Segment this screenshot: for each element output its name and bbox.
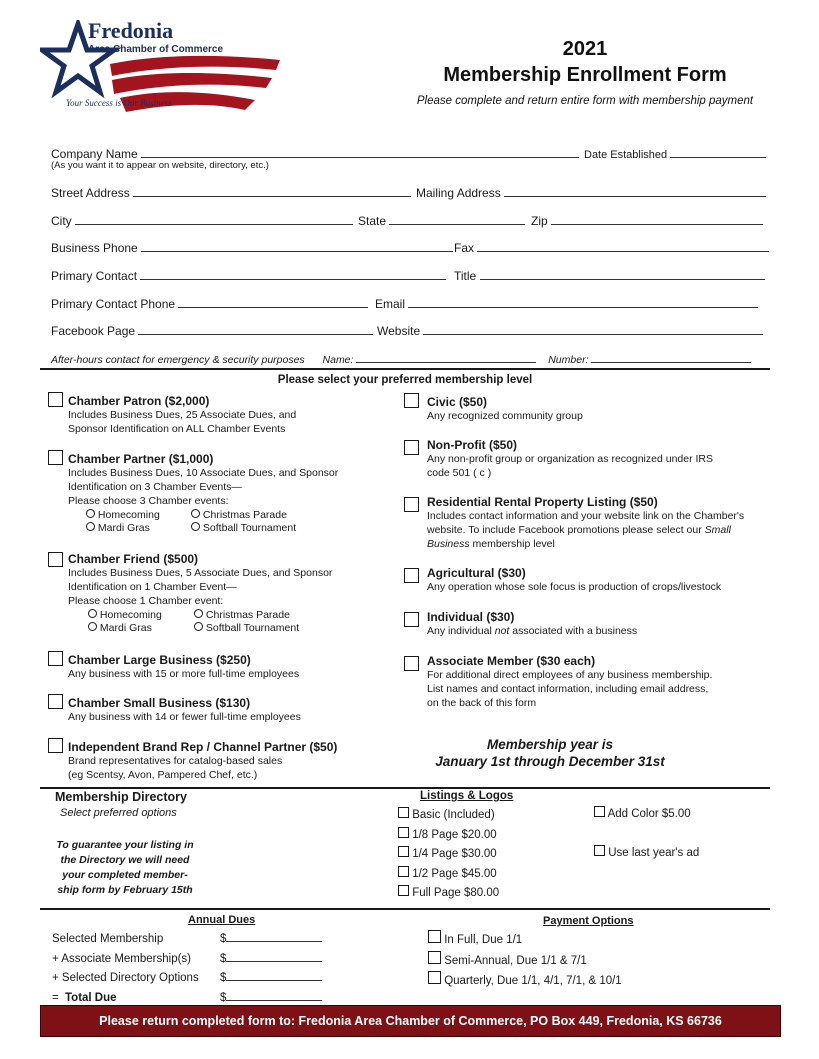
dues-currency: $ bbox=[220, 972, 227, 984]
dues-input[interactable] bbox=[226, 989, 322, 1001]
friend-desc-2: Identification on 1 Chamber Event— bbox=[68, 581, 237, 593]
individual-desc-italic: not bbox=[494, 625, 510, 637]
individual-desc-b: associated with a business bbox=[509, 625, 638, 637]
chamber-logo bbox=[40, 20, 290, 116]
associate-name: Associate Member ($30 each) bbox=[427, 654, 596, 668]
listing-label: 1/8 Page $20.00 bbox=[412, 828, 497, 841]
directory-note-line: the Directory we will need bbox=[60, 854, 190, 866]
patron-name: Chamber Patron ($2,000) bbox=[68, 394, 210, 408]
company-name-note: (As you want it to appear on website, directory, etc.) bbox=[51, 160, 269, 171]
non-profit-desc-2: code 501 ( c ) bbox=[427, 467, 492, 479]
membership-heading: Please select your preferred membership level bbox=[277, 374, 533, 386]
partner-event-homecoming[interactable] bbox=[86, 509, 160, 521]
date-established-field[interactable] bbox=[584, 146, 766, 161]
event-label: Homecoming bbox=[99, 609, 162, 621]
radio-icon[interactable] bbox=[88, 609, 97, 618]
after-hours-number-input[interactable] bbox=[591, 351, 751, 363]
primary-contact-phone-label: Primary Contact Phone bbox=[51, 297, 176, 311]
membership-year-line-1: Membership year is bbox=[486, 737, 614, 752]
company-name-label: Company Name bbox=[51, 147, 138, 161]
associate-desc-3: on the back of this form bbox=[427, 697, 537, 709]
brand-rep-name: Independent Brand Rep / Channel Partner ($50) bbox=[68, 740, 338, 754]
dues-label: + Selected Directory Options bbox=[52, 972, 199, 984]
checkbox-icon[interactable] bbox=[428, 951, 441, 964]
event-label: Mardi Gras bbox=[97, 522, 150, 534]
agricultural-desc: Any operation whose sole focus is production of crops/livestock bbox=[427, 581, 722, 593]
partner-event-softball[interactable] bbox=[191, 522, 296, 534]
friend-event-homecoming[interactable] bbox=[88, 609, 162, 621]
dues-rows bbox=[52, 930, 322, 1008]
residential-rental-desc-3-text: membership level bbox=[469, 538, 555, 550]
friend-event-softball[interactable] bbox=[194, 622, 299, 634]
brand-rep-checkbox[interactable] bbox=[48, 738, 63, 753]
associate-checkbox[interactable] bbox=[404, 656, 419, 671]
dues-row-directory bbox=[52, 969, 322, 989]
primary-contact-field[interactable] bbox=[51, 268, 446, 283]
after-hours-number-label: Number: bbox=[548, 354, 589, 366]
friend-event-christmas-parade[interactable] bbox=[194, 609, 290, 621]
website-input[interactable] bbox=[423, 323, 763, 335]
checkbox-icon[interactable] bbox=[398, 846, 409, 857]
state-input[interactable] bbox=[389, 213, 525, 225]
extra-label: Use last year's ad bbox=[608, 847, 700, 859]
residential-rental-name: Residential Rental Property Listing ($50) bbox=[427, 495, 658, 509]
agricultural-checkbox[interactable] bbox=[404, 568, 419, 583]
website-field[interactable] bbox=[377, 323, 763, 338]
business-phone-field[interactable] bbox=[51, 240, 453, 255]
civic-desc: Any recognized community group bbox=[427, 410, 583, 422]
large-business-checkbox[interactable] bbox=[48, 651, 63, 666]
listing-label: 1/4 Page $30.00 bbox=[412, 848, 497, 860]
checkbox-icon[interactable] bbox=[428, 971, 441, 984]
listing-label: Full Page $80.00 bbox=[412, 887, 500, 899]
associate-desc: For additional direct employees of any business membership. bbox=[427, 669, 713, 681]
partner-event-christmas-parade[interactable] bbox=[191, 509, 287, 521]
radio-icon[interactable] bbox=[191, 522, 200, 531]
primary-contact-input[interactable] bbox=[140, 268, 446, 280]
company-name-input[interactable] bbox=[141, 146, 579, 158]
dues-label: Selected Membership bbox=[52, 933, 164, 945]
membership-year-note bbox=[400, 737, 700, 769]
fax-input[interactable] bbox=[477, 240, 769, 252]
agricultural-name: Agricultural ($30) bbox=[427, 566, 526, 580]
street-address-label: Street Address bbox=[51, 186, 130, 200]
checkbox-icon[interactable] bbox=[594, 845, 605, 856]
listing-label: Basic (Included) bbox=[412, 809, 495, 821]
state-label: State bbox=[358, 214, 387, 228]
small-business-checkbox[interactable] bbox=[48, 694, 63, 709]
title-input[interactable] bbox=[480, 268, 765, 280]
listing-label: 1/2 Page $45.00 bbox=[412, 867, 497, 880]
directory-note-line: To guarantee your listing in bbox=[56, 839, 194, 851]
patron-desc: Includes Business Dues, 25 Associate Dues, and bbox=[68, 409, 297, 421]
event-label: Softball Tournament bbox=[202, 522, 297, 534]
membership-year-line-2: January 1st through December 31st bbox=[435, 754, 665, 769]
listings-options bbox=[398, 806, 499, 904]
friend-checkbox[interactable] bbox=[48, 552, 63, 567]
date-established-input[interactable] bbox=[670, 146, 766, 158]
individual-checkbox[interactable] bbox=[404, 612, 419, 627]
divider bbox=[40, 787, 770, 789]
company-name-field[interactable] bbox=[51, 146, 579, 161]
facebook-page-field[interactable] bbox=[51, 323, 373, 338]
large-business-name: Chamber Large Business ($250) bbox=[68, 653, 251, 667]
small-business-desc: Any business with 14 or fewer full-time employees bbox=[68, 711, 301, 723]
form-title: Membership Enrollment Form bbox=[443, 64, 727, 86]
payment-option-full[interactable] bbox=[428, 930, 622, 951]
checkbox-icon[interactable] bbox=[428, 930, 441, 943]
extra-option-last-year[interactable] bbox=[594, 845, 699, 859]
individual-desc-a: Any individual bbox=[427, 625, 495, 637]
residential-rental-desc-2-text: website. To include Facebook promotions please select our bbox=[427, 524, 702, 536]
business-phone-input[interactable] bbox=[141, 240, 453, 252]
checkbox-icon[interactable] bbox=[398, 866, 409, 877]
brand-rep-desc: Brand representatives for catalog-based sales bbox=[68, 755, 283, 767]
listing-option-basic[interactable] bbox=[398, 806, 499, 826]
street-address-input[interactable] bbox=[133, 185, 411, 197]
residential-rental-desc: Includes contact information and your website link on the Chamber's bbox=[427, 510, 745, 522]
dues-input[interactable] bbox=[226, 930, 322, 942]
residential-rental-desc-2-italic: Small bbox=[704, 524, 731, 536]
website-label: Website bbox=[377, 324, 421, 338]
partner-event-mardi-gras[interactable] bbox=[86, 522, 150, 534]
city-input[interactable] bbox=[75, 213, 353, 225]
radio-icon[interactable] bbox=[88, 622, 97, 631]
email-field[interactable] bbox=[375, 296, 758, 311]
zip-input[interactable] bbox=[551, 213, 763, 225]
dues-heading: Annual Dues bbox=[188, 914, 256, 926]
directory-heading: Membership Directory bbox=[55, 790, 187, 804]
radio-icon[interactable] bbox=[194, 622, 203, 631]
business-phone-label: Business Phone bbox=[51, 241, 138, 255]
listing-option-quarter[interactable] bbox=[398, 845, 499, 865]
individual-name: Individual ($30) bbox=[427, 610, 515, 624]
payment-options bbox=[428, 930, 622, 992]
dues-label: Total Due bbox=[65, 991, 117, 1004]
facebook-page-label: Facebook Page bbox=[51, 324, 136, 338]
zip-label: Zip bbox=[531, 214, 548, 228]
dues-input[interactable] bbox=[226, 950, 322, 962]
friend-desc-3: Please choose 1 Chamber event: bbox=[68, 595, 224, 607]
radio-icon[interactable] bbox=[194, 609, 203, 618]
logo-name: Fredonia bbox=[88, 18, 174, 43]
dues-currency: $ bbox=[220, 933, 227, 945]
form-instructions: Please complete and return entire form with membership payment bbox=[416, 95, 754, 107]
radio-icon[interactable] bbox=[191, 509, 200, 518]
mailing-address-input[interactable] bbox=[504, 185, 766, 197]
form-year: 2021 bbox=[562, 38, 608, 60]
friend-event-mardi-gras[interactable] bbox=[88, 622, 152, 634]
directory-note-line: your completed member- bbox=[62, 869, 188, 881]
large-business-desc: Any business with 15 or more full-time employees bbox=[68, 668, 300, 680]
partner-desc-3: Please choose 3 Chamber events: bbox=[68, 495, 229, 507]
event-label: Christmas Parade bbox=[205, 609, 290, 621]
dues-total-prefix: = bbox=[52, 991, 59, 1004]
primary-contact-phone-field[interactable] bbox=[51, 296, 368, 311]
fax-label: Fax bbox=[454, 241, 475, 255]
directory-deadline-note bbox=[40, 838, 210, 898]
payment-option-semi-annual[interactable] bbox=[428, 951, 622, 972]
primary-contact-phone-input[interactable] bbox=[178, 296, 368, 308]
checkbox-icon[interactable] bbox=[398, 885, 409, 896]
residential-rental-desc-3 bbox=[427, 537, 797, 551]
title-label: Title bbox=[454, 269, 477, 283]
email-label: Email bbox=[375, 297, 406, 311]
radio-icon[interactable] bbox=[86, 509, 95, 518]
small-business-name: Chamber Small Business ($130) bbox=[68, 696, 251, 710]
listing-option-full[interactable] bbox=[398, 884, 499, 904]
facebook-page-input[interactable] bbox=[138, 323, 373, 335]
return-address-banner: Please return completed form to: Fredonia Area Chamber of Commerce, PO Box 449, Fredonia, KS 66736 bbox=[40, 1005, 781, 1037]
partner-desc: Includes Business Dues, 10 Associate Dues, and Sponsor bbox=[68, 467, 339, 479]
event-label: Mardi Gras bbox=[99, 622, 152, 634]
payment-label: Semi-Annual, Due 1/1 & 7/1 bbox=[444, 954, 587, 967]
event-label: Homecoming bbox=[97, 509, 160, 521]
payment-label: In Full, Due 1/1 bbox=[444, 934, 523, 946]
after-hours-name-label: Name: bbox=[322, 354, 354, 366]
individual-desc bbox=[427, 624, 787, 638]
date-established-label: Date Established bbox=[584, 149, 668, 161]
checkbox-icon[interactable] bbox=[594, 806, 605, 817]
state-field[interactable] bbox=[358, 213, 525, 228]
fax-field[interactable] bbox=[454, 240, 769, 255]
payment-heading: Payment Options bbox=[543, 915, 634, 927]
listing-option-half[interactable] bbox=[398, 865, 499, 885]
partner-checkbox[interactable] bbox=[48, 450, 63, 465]
friend-name: Chamber Friend ($500) bbox=[68, 552, 199, 566]
extra-label: Add Color $5.00 bbox=[607, 808, 691, 820]
city-label: City bbox=[51, 214, 72, 228]
event-label: Christmas Parade bbox=[202, 509, 287, 521]
after-hours-label: After-hours contact for emergency & security purposes bbox=[51, 354, 305, 366]
radio-icon[interactable] bbox=[86, 522, 95, 531]
listings-heading: Listings & Logos bbox=[420, 790, 514, 802]
dues-currency: $ bbox=[220, 991, 227, 1004]
partner-name: Chamber Partner ($1,000) bbox=[68, 452, 214, 466]
mailing-address-field[interactable] bbox=[416, 185, 766, 200]
dues-row-associate bbox=[52, 950, 322, 970]
dues-input[interactable] bbox=[226, 969, 322, 981]
divider bbox=[40, 908, 770, 910]
residential-rental-checkbox[interactable] bbox=[404, 497, 419, 512]
residential-rental-desc-3-italic: Business bbox=[427, 538, 470, 550]
mailing-address-label: Mailing Address bbox=[416, 186, 501, 200]
friend-desc: Includes Business Dues, 5 Associate Dues, and Sponsor bbox=[68, 567, 333, 579]
residential-rental-desc-2 bbox=[427, 523, 797, 537]
street-address-field[interactable] bbox=[51, 185, 411, 200]
payment-option-quarterly[interactable] bbox=[428, 971, 622, 992]
associate-desc-2: List names and contact information, including email address, bbox=[427, 683, 709, 695]
title-field[interactable] bbox=[454, 268, 765, 283]
email-input[interactable] bbox=[408, 296, 758, 308]
non-profit-name: Non-Profit ($50) bbox=[427, 438, 517, 452]
city-field[interactable] bbox=[51, 213, 353, 228]
primary-contact-label: Primary Contact bbox=[51, 269, 138, 283]
checkbox-icon[interactable] bbox=[398, 807, 409, 818]
civic-checkbox[interactable] bbox=[404, 393, 419, 408]
patron-desc-2: Sponsor Identification on ALL Chamber Events bbox=[68, 423, 286, 435]
patron-checkbox[interactable] bbox=[48, 392, 63, 407]
civic-name: Civic ($50) bbox=[427, 395, 488, 409]
extra-option-add-color[interactable] bbox=[594, 806, 691, 820]
divider bbox=[40, 368, 770, 370]
payment-label: Quarterly, Due 1/1, 4/1, 7/1, & 10/1 bbox=[444, 975, 622, 987]
non-profit-desc: Any non-profit group or organization as recognized under IRS bbox=[427, 453, 714, 465]
logo-subtitle: Area Chamber of Commerce bbox=[88, 44, 224, 55]
zip-field[interactable] bbox=[531, 213, 763, 228]
directory-note-line: ship form by February 15th bbox=[57, 884, 193, 896]
partner-desc-2: Identification on 3 Chamber Events— bbox=[68, 481, 242, 493]
event-label: Softball Tournament bbox=[205, 622, 300, 634]
non-profit-checkbox[interactable] bbox=[404, 440, 419, 455]
after-hours-row bbox=[51, 351, 751, 366]
dues-row-membership bbox=[52, 930, 322, 950]
listing-option-eighth[interactable] bbox=[398, 826, 499, 846]
dues-label: + Associate Membership(s) bbox=[52, 952, 192, 965]
dues-currency: $ bbox=[220, 952, 227, 965]
brand-rep-desc-2: (eg Scentsy, Avon, Pampered Chef, etc.) bbox=[68, 769, 258, 781]
after-hours-name-input[interactable] bbox=[356, 351, 536, 363]
directory-sub: Select preferred options bbox=[60, 807, 177, 819]
logo-tagline: Your Success is Our Business bbox=[66, 98, 172, 108]
checkbox-icon[interactable] bbox=[398, 827, 409, 838]
